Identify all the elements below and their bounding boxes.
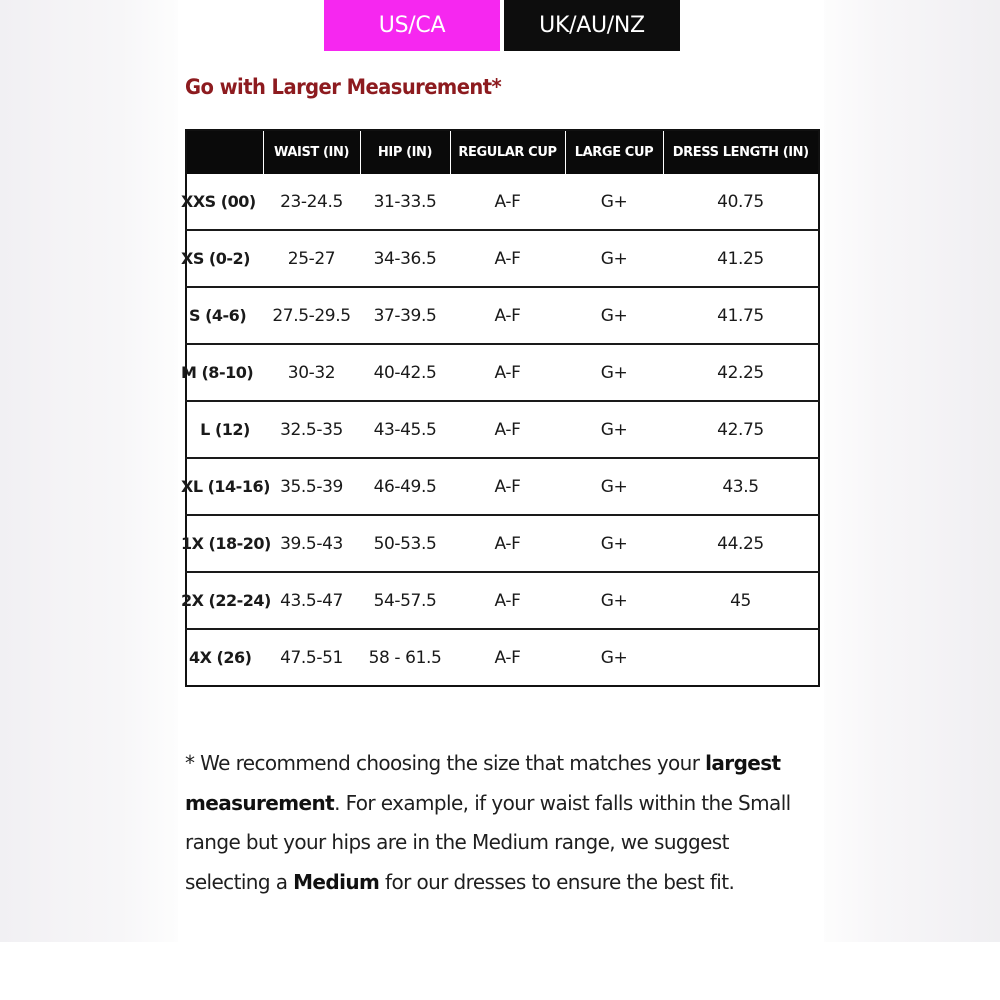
waist-value: 27.5-29.5 — [263, 287, 360, 344]
large-cup-value: G+ — [565, 458, 663, 515]
regular-cup-value: A-F — [450, 344, 565, 401]
dress-length-value: 41.25 — [663, 230, 819, 287]
dress-length-value: 44.25 — [663, 515, 819, 572]
page-bottom-band — [0, 942, 1000, 1000]
waist-value: 43.5-47 — [263, 572, 360, 629]
large-cup-value: G+ — [565, 344, 663, 401]
size-label: 2X (22-24) — [186, 572, 263, 629]
size-label: XL (14-16) — [186, 458, 263, 515]
size-guide-card — [178, 0, 824, 942]
table-row — [186, 401, 819, 458]
size-chart-table — [181, 129, 820, 687]
large-cup-value: G+ — [565, 287, 663, 344]
header-large-cup: LARGE CUP — [565, 130, 663, 174]
hip-value: 31-33.5 — [360, 174, 450, 230]
large-cup-value: G+ — [565, 401, 663, 458]
size-recommendation-note — [185, 744, 819, 902]
size-label: S (4-6) — [186, 287, 263, 344]
note-text-1: * We recommend choosing the size that matches your — [185, 751, 706, 775]
hip-value: 54-57.5 — [360, 572, 450, 629]
hip-value: 58 - 61.5 — [368, 647, 442, 668]
regular-cup-value: A-F — [450, 515, 565, 572]
hip-value: 34-36.5 — [360, 230, 450, 287]
header-dress-length: DRESS LENGTH (IN) — [663, 130, 819, 174]
hip-value: 46-49.5 — [360, 458, 450, 515]
size-label: L (12) — [186, 401, 263, 458]
hip-value: 43-45.5 — [360, 401, 450, 458]
table-body — [181, 174, 819, 686]
dress-length-value — [663, 629, 819, 686]
waist-value: 30-32 — [263, 344, 360, 401]
tab-uk-au-nz[interactable]: UK/AU/NZ — [504, 0, 680, 51]
table-row — [186, 458, 819, 515]
table-row — [186, 515, 819, 572]
regular-cup-value: A-F — [494, 647, 521, 668]
large-cup-value: G+ — [600, 647, 628, 668]
large-cup-value: G+ — [565, 230, 663, 287]
waist-value: 25-27 — [263, 230, 360, 287]
table-row — [186, 174, 819, 230]
note-emphasis-largest-measurement: largest measurement — [185, 751, 781, 815]
waist-value: 35.5-39 — [263, 458, 360, 515]
header-regular-cup: REGULAR CUP — [450, 130, 565, 174]
waist-value: 39.5-43 — [263, 515, 360, 572]
regular-cup-value: A-F — [450, 458, 565, 515]
table-row — [186, 629, 819, 686]
waist-value: 32.5-35 — [263, 401, 360, 458]
dress-length-value: 45 — [663, 572, 819, 629]
dress-length-value: 40.75 — [663, 174, 819, 230]
dress-length-value: 41.75 — [663, 287, 819, 344]
regular-cup-value: A-F — [450, 174, 565, 230]
waist-value: 23-24.5 — [263, 174, 360, 230]
size-label: XXS (00) — [186, 174, 263, 230]
note-text-2: . For example, if your waist falls within the Small range but your hips are in the Medium range, we suggest selecting a — [185, 790, 791, 894]
hip-value: 37-39.5 — [360, 287, 450, 344]
regular-cup-value: A-F — [450, 401, 565, 458]
region-tabs — [324, 0, 680, 51]
regular-cup-value: A-F — [450, 287, 565, 344]
hip-value: 50-53.5 — [360, 515, 450, 572]
header-size — [186, 130, 263, 174]
table-row — [186, 287, 819, 344]
size-label: 4X (26) — [189, 648, 252, 667]
hip-value: 40-42.5 — [360, 344, 450, 401]
tab-us-ca[interactable]: US/CA — [324, 0, 500, 51]
table-row — [186, 230, 819, 287]
dress-length-value: 43.5 — [663, 458, 819, 515]
dress-length-value: 42.75 — [663, 401, 819, 458]
header-hip: HIP (IN) — [360, 130, 450, 174]
headline: Go with Larger Measurement* — [185, 75, 502, 99]
table-header-row — [186, 130, 819, 174]
size-label: M (8-10) — [186, 344, 263, 401]
regular-cup-value: A-F — [450, 230, 565, 287]
size-label: 1X (18-20) — [186, 515, 263, 572]
regular-cup-value: A-F — [450, 572, 565, 629]
table-row — [186, 344, 819, 401]
size-label: XS (0-2) — [186, 230, 263, 287]
large-cup-value: G+ — [565, 572, 663, 629]
note-emphasis-medium: Medium — [293, 869, 380, 894]
large-cup-value: G+ — [565, 515, 663, 572]
dress-length-value: 42.25 — [663, 344, 819, 401]
note-text-3: for our dresses to ensure the best fit. — [379, 869, 735, 894]
header-waist: WAIST (IN) — [263, 130, 360, 174]
large-cup-value: G+ — [565, 174, 663, 230]
table-row — [186, 572, 819, 629]
waist-value: 47.5-51 — [280, 647, 343, 668]
